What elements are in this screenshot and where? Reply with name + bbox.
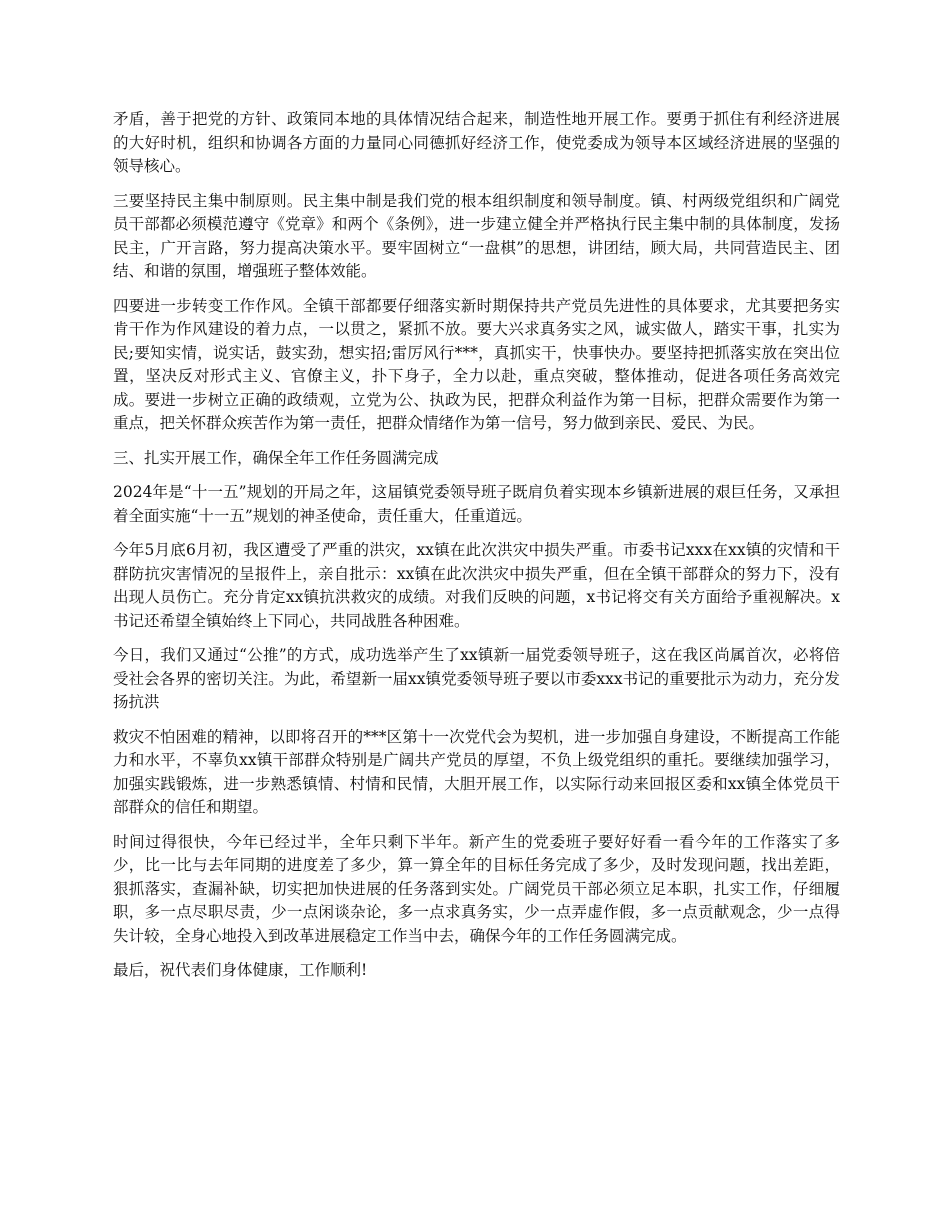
paragraph-election: 今日，我们又通过“公推”的方式，成功选举产生了xx镇新一届党委领导班子，这在我区尚属首次，必将倍受社会各界的密切关注。为此，希望新一届xx镇党委领导班子要以市委xxx书记的重要批示为动力，充分发扬抗洪 [113,646,840,711]
paragraph-flood-disaster: 今年5月底6月初，我区遭受了严重的洪灾，xx镇在此次洪灾中损失严重。市委书记xxx在xx镇的灾情和干群防抗灾害情况的呈报件上，亲自批示：xx镇在此次洪灾中损失严重，但在全镇干部群众的努力下，没有出现人员伤亡。充分肯定xx镇抗洪救灾的成绩。对我们反映的问题，x书记将交有关方面给予重视解决。x书记还希望全镇始终上下同心，共同战胜各种困难。 [113,541,840,630]
paragraph-core-leadership: 矛盾，善于把党的方针、政策同本地的具体情况结合起来，制造性地开展工作。要勇于抓住有利经济进展的大好时机，组织和协调各方面的力量同心同德抓好经济工作，使党委成为领导本区域经济进展的坚强的领导核心。 [113,110,840,175]
section-heading-three: 三、扎实开展工作，确保全年工作任务圆满完成 [113,448,439,467]
paragraph-disaster-relief-spirit: 救灾不怕困难的精神，以即将召开的***区第十一次党代会为契机，进一步加强自身建设，不断提高工作能力和水平，不辜负xx镇干部群众特别是广阔共产党员的厚望，不负上级党组织的重托。要继续加强学习，加强实践锻炼，进一步熟悉镇情、村情和民情，大胆开展工作，以实际行动来回报区委和xx镇全体党员干部群众的信任和期望。 [113,727,840,816]
paragraph-closing-wishes: 最后，祝代表们身体健康，工作顺利! [113,961,368,979]
paragraph-work-style: 四要进一步转变工作作风。全镇干部都要仔细落实新时期保持共产党员先进性的具体要求，尤其要把务实肯干作为作风建设的着力点，一以贯之，紧抓不放。要大兴求真务实之风，诚实做人，踏实干事，扎实为民;要知实情，说实话，鼓实劲，想实招;雷厉风行***，真抓实干，快事快办。要坚持把抓落实放在突出位置，坚决反对形式主义、官僚主义，扑下身子，全力以赴，重点突破，整体推动，促进各项任务高效完成。要进一步树立正确的政绩观，立党为公、执政为民，把群众利益作为第一目标，把群众需要作为第一重点，把关怀群众疾苦作为第一责任，把群众情绪作为第一信号，努力做到亲民、爱民、为民。 [113,296,840,432]
paragraph-five-year-plan: 2024年是“十一五”规划的开局之年，这届镇党委领导班子既肩负着实现本乡镇新进展的艰巨任务，又承担着全面实施“十一五”规划的神圣使命，责任重大，任重道远。 [113,483,840,525]
paragraph-time-passing: 时间过得很快，今年已经过半，全年只剩下半年。新产生的党委班子要好好看一看今年的工作落实了多少，比一比与去年同期的进度差了多少，算一算全年的目标任务完成了多少，及时发现问题，找出差距，狠抓落实，查漏补缺，切实把加快进展的任务落到实处。广阔党员干部必须立足本职，扎实工作，仔细履职，多一点尽职尽责，少一点闲谈杂论，多一点求真务实，少一点弄虚作假，多一点贡献观念，少一点得失计较，全身心地投入到改革进展稳定工作当中去，确保今年的工作任务圆满完成。 [113,832,840,945]
paragraph-democratic-centralism: 三要坚持民主集中制原则。民主集中制是我们党的根本组织制度和领导制度。镇、村两级党组织和广阔党员干部都必须模范遵守《党章》和两个《条例》，进一步建立健全并严格执行民主集中制的具体制度，发扬民主，广开言路，努力提高决策水平。要牢固树立“一盘棋”的思想，讲团结，顾大局，共同营造民主、团结、和谐的氛围，增强班子整体效能。 [113,191,840,280]
document-body [113,108,840,994]
